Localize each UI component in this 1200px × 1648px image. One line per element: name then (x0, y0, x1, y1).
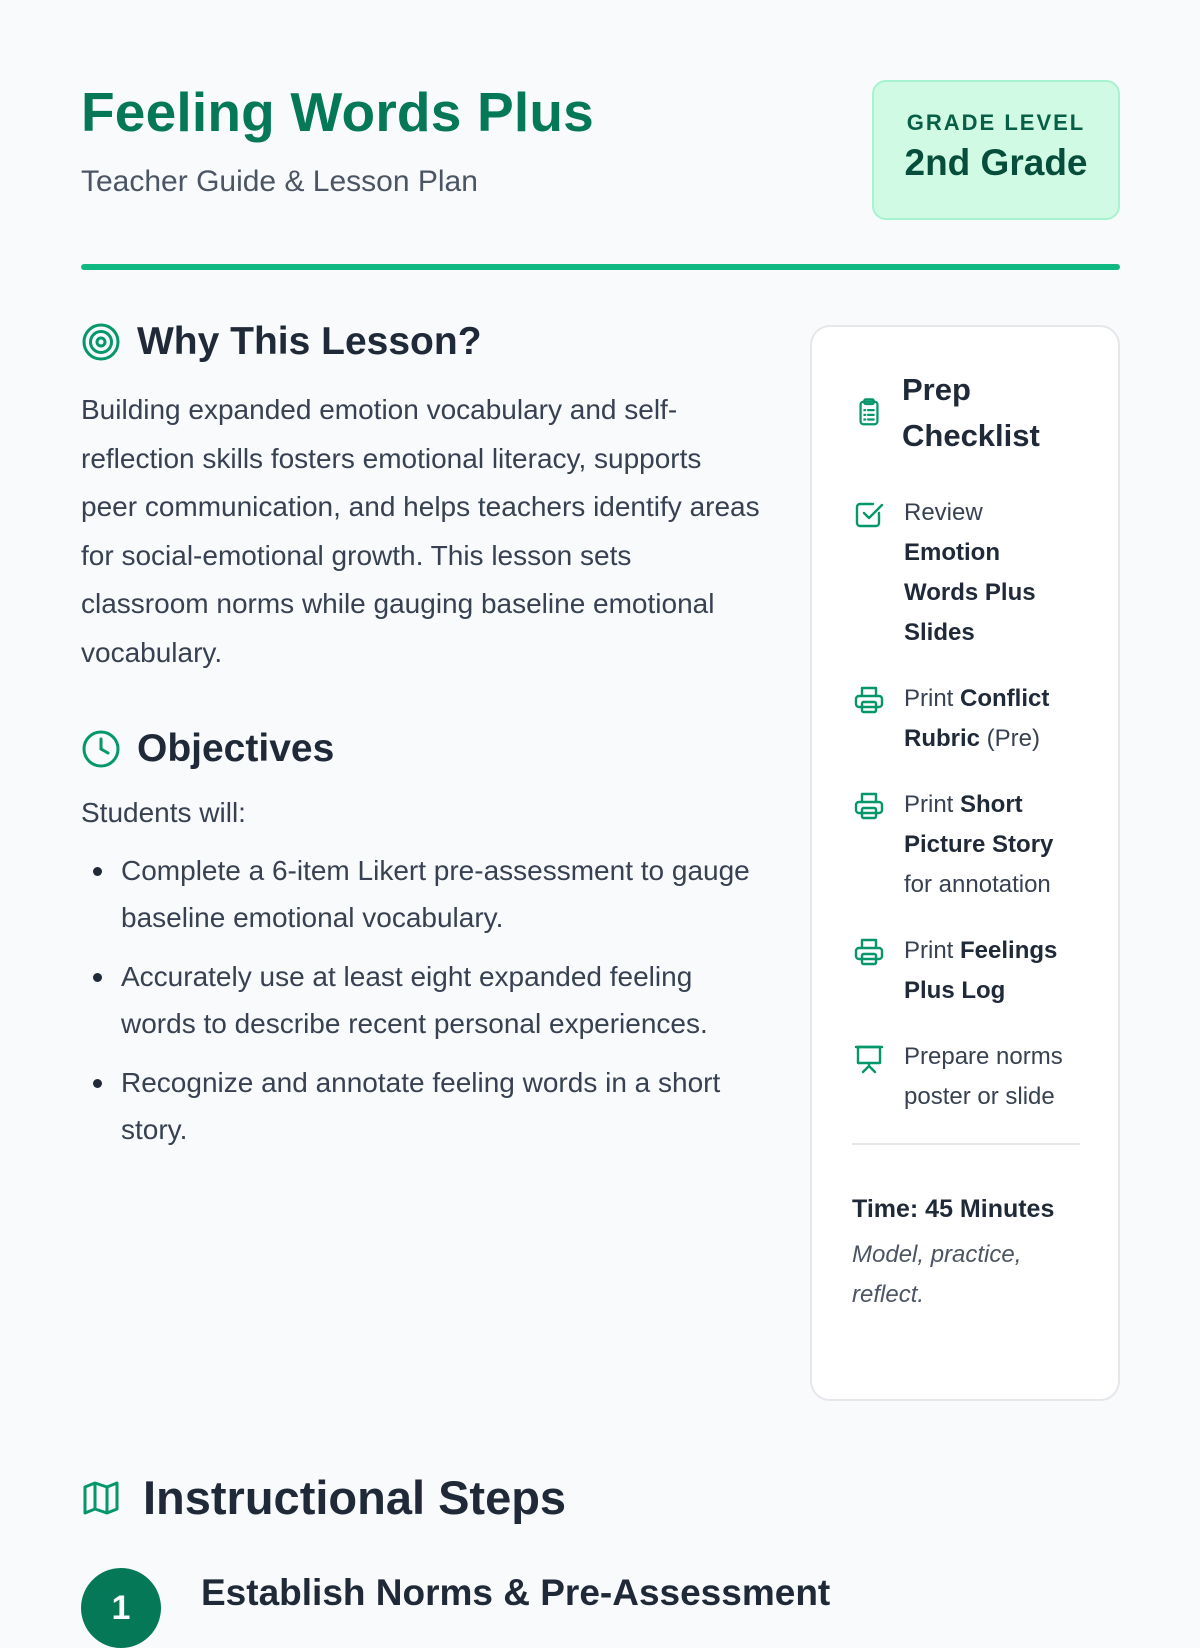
lesson-time: Time: 45 Minutes (852, 1195, 1055, 1223)
objectives-list (81, 847, 761, 1153)
checklist-item-text: Print Conflict Rubric (Pre) (904, 685, 1050, 752)
clock-icon (81, 729, 121, 769)
objectives-section (81, 727, 761, 1153)
printer-icon (852, 789, 886, 823)
checklist-item-text: Review Emotion Words Plus Slides (904, 499, 1036, 646)
target-icon (81, 322, 121, 362)
why-section (81, 320, 761, 677)
why-body: Building expanded emotion vocabulary and self-reflection skills fosters emotional literacy, supports peer communication, and helps teachers identify areas for social-emotional growth. This lesson sets classroom norms while gauging baseline emotional vocabulary. (81, 394, 760, 668)
steps-heading: Instructional Steps (143, 1471, 567, 1524)
step-item (81, 1568, 1120, 1648)
objectives-intro: Students will: (81, 797, 246, 828)
grade-level-label: GRADE LEVEL (906, 110, 1086, 135)
checklist-item (852, 931, 1080, 1011)
lesson-page (81, 0, 1120, 1627)
checklist-title: Prep Checklist (902, 372, 1040, 453)
page-subtitle: Teacher Guide & Lesson Plan (81, 165, 478, 198)
checklist-items (852, 493, 1080, 1117)
checklist-item (852, 785, 1080, 905)
checklist-divider (852, 1143, 1080, 1145)
map-icon (81, 1478, 121, 1518)
objective-item: Recognize and annotate feeling words in a short story. (121, 1059, 761, 1153)
main-content (81, 320, 761, 1165)
clipboard-icon (852, 395, 886, 429)
step-title: Establish Norms & Pre-Assessment (201, 1572, 831, 1613)
step-number: 1 (81, 1568, 161, 1648)
header-divider (81, 264, 1120, 270)
check-square-icon (852, 497, 886, 531)
page-title: Feeling Words Plus (81, 81, 594, 143)
instructional-steps-section (81, 1470, 1120, 1627)
checklist-item-text: Prepare norms poster or slide (904, 1043, 1063, 1110)
objective-item: Complete a 6-item Likert pre-assessment to gauge baseline emotional vocabulary. (121, 847, 761, 941)
page-header (81, 80, 1120, 230)
objective-item: Accurately use at least eight expanded feeling words to describe recent personal experiences. (121, 953, 761, 1047)
objectives-heading: Objectives (137, 727, 335, 770)
checklist-item-text: Print Short Picture Story for annotation (904, 791, 1054, 898)
checklist-item-text: Print Feelings Plus Log (904, 937, 1058, 1004)
why-heading: Why This Lesson? (137, 320, 482, 363)
printer-icon (852, 683, 886, 717)
checklist-item (852, 493, 1080, 653)
grade-level-badge (872, 80, 1120, 220)
printer-icon (852, 935, 886, 969)
prep-checklist-card (810, 325, 1120, 1401)
presentation-icon (852, 1041, 886, 1075)
grade-level-value: 2nd Grade (904, 142, 1088, 183)
checklist-item (852, 1037, 1080, 1117)
checklist-item (852, 679, 1080, 759)
lesson-time-note: Model, practice, reflect. (852, 1241, 1022, 1308)
